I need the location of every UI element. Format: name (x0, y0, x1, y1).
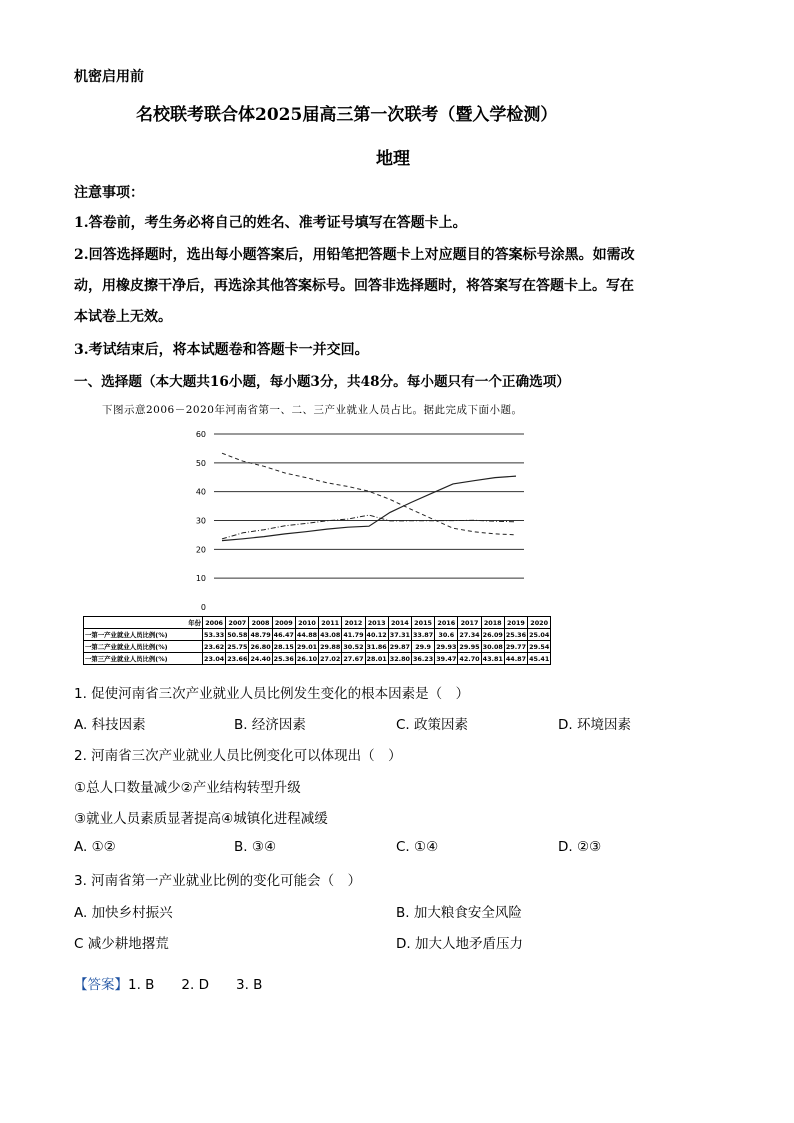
table-value-cell: 36.23 (412, 654, 434, 663)
table-value-cell: 23.04 (204, 654, 225, 663)
table-value-cell: 31.86 (366, 642, 387, 651)
table-value-cell: 25.36 (505, 630, 527, 639)
series-line-2 (222, 515, 516, 539)
answer-line (74, 973, 262, 993)
q2-line-2: ③就业人员素质显著提高④城镇化进程减缓 (74, 811, 328, 827)
table-value-cell: 29.95 (459, 642, 480, 651)
q2-option-b: B. ③④ (234, 839, 277, 855)
q1-option-b: B. 经济因素 (234, 717, 306, 733)
answer-tag: 【答案】 (74, 977, 128, 993)
q2-line-1: ①总人口数量减少②产业结构转型升级 (74, 780, 301, 796)
chart-data-table (83, 616, 551, 665)
table-value-cell: 43.81 (482, 654, 503, 663)
table-value-cell: 23.62 (204, 642, 225, 651)
table-value-cell: 29.88 (320, 642, 341, 651)
y-tick-label: 0 (200, 603, 206, 612)
table-value-cell: 25.04 (529, 630, 550, 639)
table-value-cell: 27.34 (459, 630, 480, 639)
table-row-label: 一第三产业就业人员比例(%) (84, 653, 203, 665)
q2-option-c: C. ①④ (396, 839, 439, 855)
table-value-cell: 26.09 (482, 630, 503, 639)
table-year-cell: 2016 (435, 617, 458, 629)
table-value-cell: 25.75 (227, 642, 248, 651)
table-row (84, 641, 551, 653)
table-header-label: 年份 (84, 617, 203, 629)
notice-heading: 注意事项： (74, 185, 144, 201)
table-year-cell: 2020 (528, 617, 551, 629)
table-year-cell: 2017 (458, 617, 481, 629)
table-value-cell: 30.52 (343, 642, 364, 651)
table-year-cell: 2019 (504, 617, 527, 629)
table-year-cell: 2008 (249, 617, 272, 629)
q1-option-a: A. 科技因素 (74, 717, 146, 733)
figure-caption: 下图示意2006－2020年河南省第一、二、三产业就业人员占比。据此完成下面小题。 (102, 404, 523, 416)
y-tick-label: 10 (195, 574, 206, 584)
table-value-cell: 44.87 (505, 654, 527, 663)
table-value-cell: 50.58 (227, 630, 248, 639)
notice-item-2-line-1: 2.回答选择题时，选出每小题答案后，用铅笔把答题卡上对应题目的答案标号涂黑。如需改 (74, 247, 635, 263)
table-row (84, 629, 551, 641)
series-line-1 (222, 453, 516, 535)
table-value-cell: 37.31 (389, 630, 410, 639)
table-value-cell: 29.54 (529, 642, 550, 651)
table-value-cell: 29.9 (411, 641, 434, 653)
notice-item-2-line-3: 本试卷上无效。 (74, 309, 172, 325)
q3-option-d: D. 加大人地矛盾压力 (396, 936, 523, 952)
q1-option-d: D. 环境因素 (558, 717, 631, 733)
table-value-cell: 41.79 (343, 630, 364, 639)
q3-stem: 3. 河南省第一产业就业比例的变化可能会（ ） (74, 873, 362, 889)
table-value-cell: 29.77 (505, 642, 527, 651)
section-heading: 一、选择题（本大题共16小题，每小题3分，共48分。每小题只有一个正确选项） (74, 374, 570, 390)
table-value-cell: 28.15 (273, 642, 294, 651)
table-row (84, 653, 551, 665)
y-tick-label: 60 (195, 430, 206, 439)
q3-option-a: A. 加快乡村振兴 (74, 905, 173, 921)
table-value-cell: 29.93 (436, 642, 457, 651)
table-value-cell: 24.40 (250, 654, 271, 663)
y-tick-label: 20 (195, 545, 206, 555)
y-tick-label: 50 (195, 458, 206, 468)
table-year-cell: 2009 (272, 617, 295, 629)
table-value-cell: 28.01 (366, 654, 387, 663)
notice-item-3: 3.考试结束后，将本试题卷和答题卡一并交回。 (74, 342, 369, 358)
table-value-cell: 30.6 (435, 629, 458, 641)
series-line-3 (222, 476, 516, 540)
table-value-cell: 23.66 (227, 654, 248, 663)
table-value-cell: 29.01 (296, 642, 318, 651)
exam-title: 名校联考联合体2025届高三第一次联考（暨入学检测） (136, 105, 558, 125)
q3-option-c: C 减少耕地撂荒 (74, 936, 169, 952)
table-value-cell: 29.87 (389, 642, 410, 651)
q1-option-c: C. 政策因素 (396, 717, 469, 733)
table-value-cell: 46.47 (273, 630, 294, 639)
table-value-cell: 45.41 (529, 654, 550, 663)
table-year-cell: 2015 (411, 617, 434, 629)
table-year-cell: 2013 (365, 617, 388, 629)
table-value-cell: 27.02 (320, 654, 341, 663)
table-year-cell: 2010 (295, 617, 318, 629)
table-year-cell: 2018 (481, 617, 504, 629)
table-value-cell: 27.67 (343, 654, 364, 663)
table-value-cell: 39.47 (436, 654, 457, 663)
table-value-cell: 26.80 (250, 642, 271, 651)
employment-line-chart (182, 420, 532, 616)
table-value-cell: 33.87 (412, 630, 434, 639)
notice-item-2-line-2: 动，用橡皮擦干净后，再选涂其他答案标号。回答非选择题时，将答案写在答题卡上。写在 (74, 278, 634, 294)
table-year-cell: 2014 (388, 617, 411, 629)
secret-label: 机密启用前 (74, 69, 144, 85)
table-row-label: 一第一产业就业人员比例(%) (84, 629, 203, 641)
table-year-cell: 2007 (226, 617, 249, 629)
table-value-cell: 25.36 (273, 654, 294, 663)
table-value-cell: 26.10 (296, 654, 318, 663)
table-year-cell: 2011 (319, 617, 342, 629)
answer-text: 1. B 2. D 3. B (128, 977, 263, 993)
table-value-cell: 53.33 (204, 630, 225, 639)
table-value-cell: 42.70 (459, 654, 480, 663)
table-value-cell: 32.80 (389, 654, 410, 663)
table-value-cell: 48.79 (250, 630, 271, 639)
subject-title: 地理 (376, 149, 410, 169)
q2-option-d: D. ②③ (558, 839, 602, 855)
table-header-row (84, 617, 551, 629)
q2-option-a: A. ①② (74, 839, 116, 855)
table-year-cell: 2006 (203, 617, 226, 629)
y-tick-label: 30 (195, 516, 206, 526)
table-value-cell: 30.08 (482, 642, 503, 651)
table-value-cell: 44.88 (296, 630, 318, 639)
q1-stem: 1. 促使河南省三次产业就业人员比例发生变化的根本因素是（ ） (74, 686, 470, 702)
table-value-cell: 43.08 (320, 630, 341, 639)
q3-option-b: B. 加大粮食安全风险 (396, 905, 522, 921)
table-value-cell: 40.12 (366, 630, 387, 639)
table-year-cell: 2012 (342, 617, 365, 629)
q2-stem: 2. 河南省三次产业就业人员比例变化可以体现出（ ） (74, 748, 402, 764)
notice-item-1: 1.答卷前，考生务必将自己的姓名、准考证号填写在答题卡上。 (74, 215, 467, 231)
y-tick-label: 40 (195, 487, 206, 497)
table-row-label: 一第二产业就业人员比例(%) (84, 641, 203, 653)
